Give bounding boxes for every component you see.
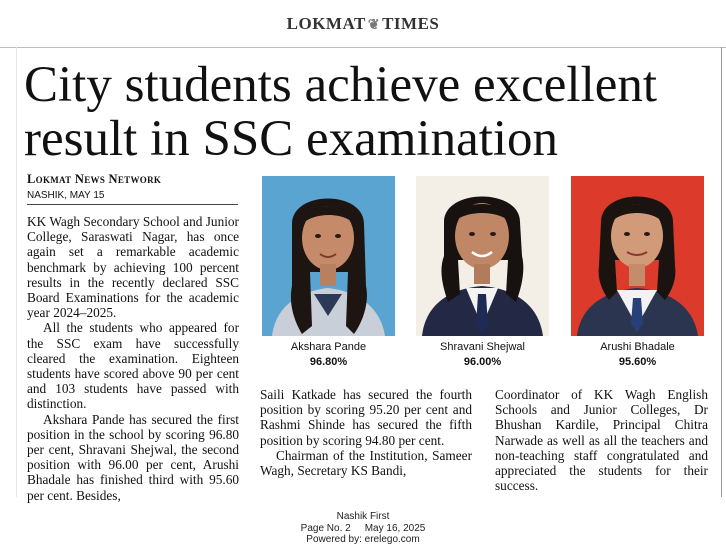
photo-caption-arushi (571, 341, 704, 368)
student-name: Akshara Pande (290, 341, 367, 353)
student-photo-akshara-pande (262, 176, 395, 336)
paragraph: All the students who appeared for the SSC exam have successfully cleared the examination. Eighteen students have scored above 90 per cent and 103 students have passed with distinction. (27, 320, 239, 412)
article-column-2 (260, 387, 472, 478)
logo-right-text: TIMES (382, 14, 440, 33)
publish-date: May 16, 2025 (364, 522, 426, 534)
page-info (0, 523, 726, 535)
byline: Lokmat News Network (27, 172, 162, 186)
student-photo-arushi-bhadale (571, 176, 704, 336)
student-score: 96.00% (463, 356, 502, 368)
logo-left-text: LOKMAT (286, 14, 366, 33)
article-column-1 (27, 214, 239, 503)
masthead (0, 0, 726, 48)
headline-line-2: result in SSC examination (24, 111, 559, 167)
crest-icon: ❦ (367, 18, 381, 33)
student-name: Shravani Shejwal (440, 341, 525, 353)
powered-by: Powered by: erelego.com (306, 534, 420, 545)
page-number: Page No. 2 (300, 522, 351, 534)
student-score: 96.80% (309, 356, 348, 368)
page-footer (0, 511, 726, 546)
photo-caption-akshara (262, 341, 395, 368)
paragraph: Chairman of the Institution, Sameer Wagh, Secretary KS Bandi, (260, 447, 472, 479)
headline (24, 58, 714, 166)
student-name: Arushi Bhadale (600, 341, 675, 353)
newspaper-logo (0, 14, 726, 34)
paragraph: Coordinator of KK Wagh English Schools and Junior Colleges, Dr Bhushan Kardile, Principal Chitra Narwade as well as all the teachers and non-teaching staff congratulated and appreciated the students for their success. (495, 387, 708, 494)
student-photo-shravani-shejwal (416, 176, 549, 336)
byline-divider (27, 204, 238, 205)
photo-caption-shravani (416, 341, 549, 368)
dateline: NASHIK, MAY 15 (27, 190, 105, 201)
paragraph: Akshara Pande has secured the first position in the school by scoring 96.80 per cent, Shravani Shejwal, the second position with 96.00 per cent, Arushi Bhadale has finished third with 95.60 per cent. Besides, (27, 411, 239, 503)
article-column-3 (495, 387, 708, 493)
paragraph: Saili Katkade has secured the fourth position by scoring 95.20 per cent and Rashmi Shinde has secured the fifth position by scoring 94.80 per cent. (260, 387, 472, 448)
headline-line-1: City students achieve excellent (24, 57, 658, 113)
paragraph: KK Wagh Secondary School and Junior College, Saraswati Nagar, has once again set a remarkable academic benchmark by achieving 100 percent results in the recently declared SSC Board Examinations for the academic year 2024–2025. (27, 214, 239, 321)
student-score: 95.60% (618, 356, 657, 368)
edition-name: Nashik First (336, 511, 390, 522)
